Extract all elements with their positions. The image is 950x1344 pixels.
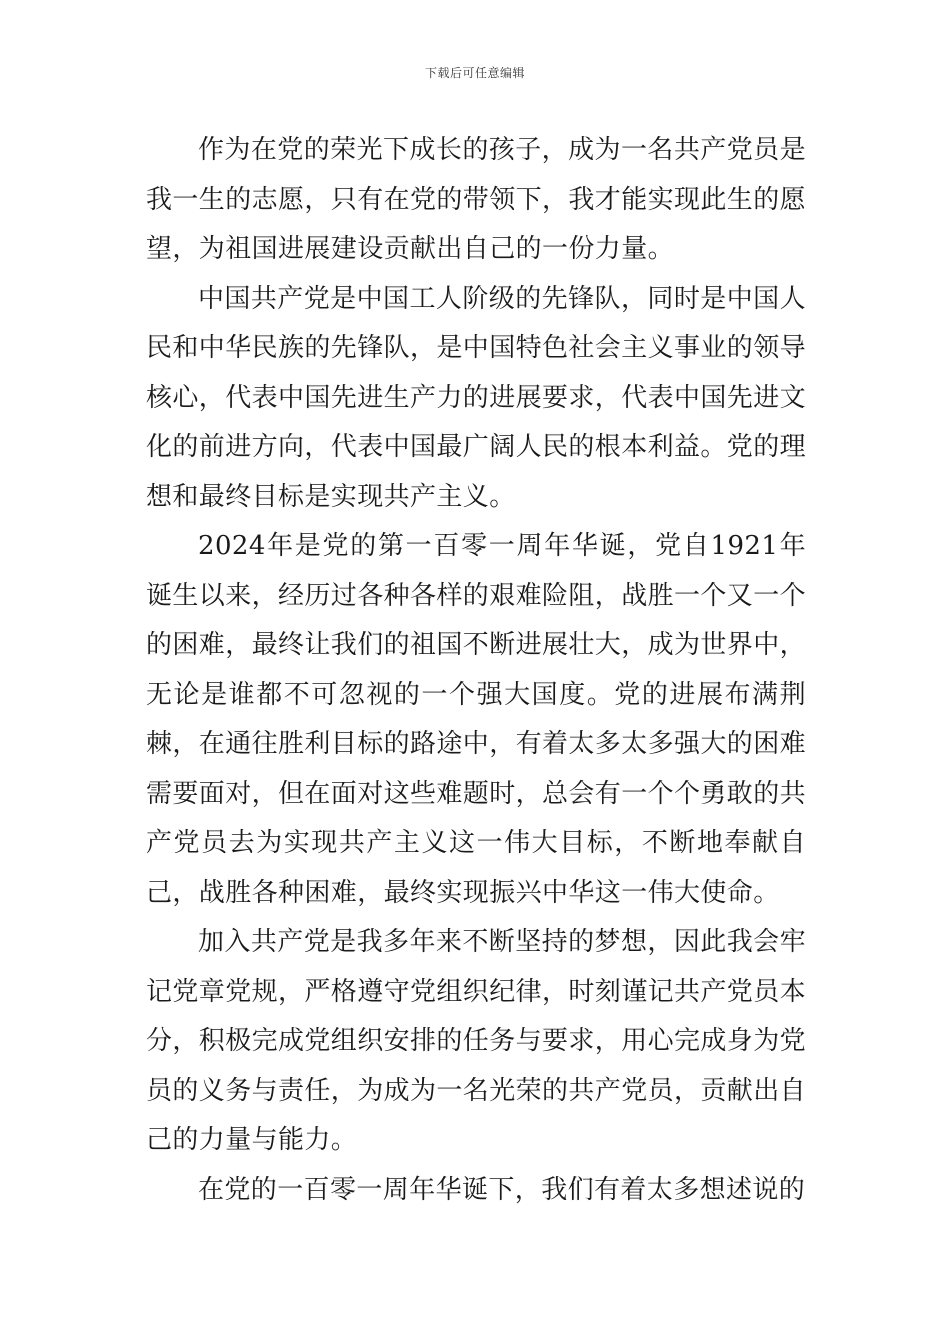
paragraph-4: 加入共产党是我多年来不断坚持的梦想，因此我会牢记党章党规，严格遵守党组织纪律，时刻谨记共产党员本分，积极完成党组织安排的任务与要求，用心完成身为党员的义务与责任，为成为一名光荣的共产党员，贡献出自己的力量与能力。 xyxy=(146,927,807,1155)
document-body xyxy=(146,126,806,1215)
paragraph-1: 作为在党的荣光下成长的孩子，成为一名共产党员是我一生的志愿，只有在党的带领下，我才能实现此生的愿望，为祖国进展建设贡献出自己的一份力量。 xyxy=(146,135,807,264)
paragraph-2: 中国共产党是中国工人阶级的先锋队，同时是中国人民和中华民族的先锋队，是中国特色社会主义事业的领导核心，代表中国先进生产力的进展要求，代表中国先进文化的前进方向，代表中国最广阔人民的根本利益。党的理想和最终目标是实现共产主义。 xyxy=(146,283,807,512)
paragraph-3: 2024年是党的第一百零一周年华诞，党自1921年诞生以来，经历过各种各样的艰难险阻，战胜一个又一个的困难，最终让我们的祖国不断进展壮大，成为世界中，无论是谁都不可忽视的一个强大国度。党的进展布满荆棘，在通往胜利目标的路途中，有着太多太多强大的困难需要面对，但在面对这些难题时，总会有一个个勇敢的共产党员去为实现共产主义这一伟大目标，不断地奉献自己，战胜各种困难，最终实现振兴中华这一伟大使命。 xyxy=(146,531,807,908)
paragraph-5: 在党的一百零一周年华诞下，我们有着太多想述说的 xyxy=(198,1174,806,1205)
page-header: 下载后可任意编辑 xyxy=(424,66,525,80)
